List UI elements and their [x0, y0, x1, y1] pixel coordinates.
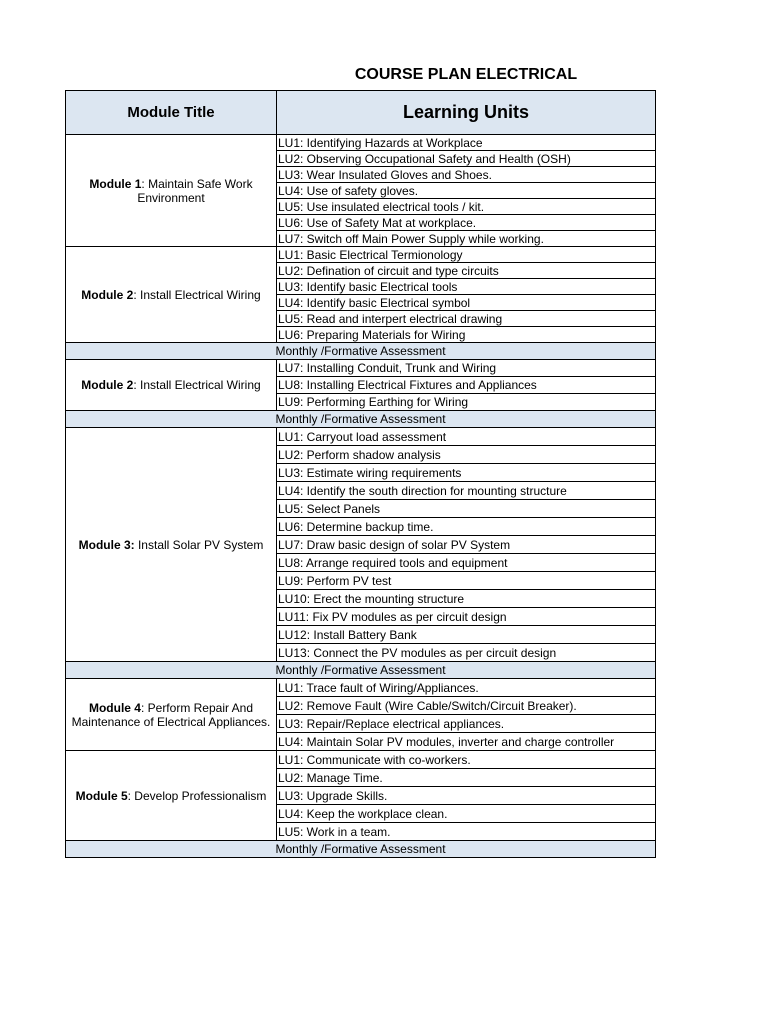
- learning-unit-cell: LU3: Upgrade Skills.: [277, 787, 656, 805]
- learning-unit-cell: LU6: Use of Safety Mat at workplace.: [277, 215, 656, 231]
- learning-unit-cell: LU5: Use insulated electrical tools / kit.: [277, 199, 656, 215]
- module-title-header: Module Title: [66, 91, 277, 135]
- learning-unit-cell: LU12: Install Battery Bank: [277, 626, 656, 644]
- learning-units-header: Learning Units: [277, 91, 656, 135]
- assessment-cell: Monthly /Formative Assessment: [66, 343, 656, 360]
- learning-unit-cell: LU9: Performing Earthing for Wiring: [277, 394, 656, 411]
- page-title: COURSE PLAN ELECTRICAL: [354, 66, 578, 83]
- module-number: Module 5: [75, 788, 128, 803]
- learning-unit-cell: LU2: Remove Fault (Wire Cable/Switch/Circuit Breaker).: [277, 697, 656, 715]
- module-cell: [66, 679, 277, 751]
- table-row: [66, 360, 656, 377]
- learning-unit-cell: LU4: Maintain Solar PV modules, inverter and charge controller: [277, 733, 656, 751]
- table-row: [66, 247, 656, 263]
- module-name: : Install Electrical Wiring: [133, 378, 261, 392]
- module-name: : Install Electrical Wiring: [133, 287, 261, 302]
- learning-unit-cell: LU3: Estimate wiring requirements: [277, 464, 656, 482]
- learning-unit-cell: LU5: Select Panels: [277, 500, 656, 518]
- learning-unit-cell: LU7: Draw basic design of solar PV System: [277, 536, 656, 554]
- learning-unit-cell: LU7: Switch off Main Power Supply while working.: [277, 231, 656, 247]
- module-name: : Maintain Safe Work Environment: [137, 176, 253, 205]
- learning-unit-cell: LU1: Carryout load assessment: [277, 428, 656, 446]
- module-cell: [66, 360, 277, 411]
- assessment-cell: Monthly /Formative Assessment: [66, 841, 656, 858]
- table-row: [66, 751, 656, 769]
- learning-unit-cell: LU4: Use of safety gloves.: [277, 183, 656, 199]
- assessment-cell: Monthly /Formative Assessment: [66, 662, 656, 679]
- learning-unit-cell: LU8: Installing Electrical Fixtures and Appliances: [277, 377, 656, 394]
- assessment-row: [66, 662, 656, 679]
- module-cell: [66, 135, 277, 247]
- assessment-row: [66, 411, 656, 428]
- learning-unit-cell: LU3: Identify basic Electrical tools: [277, 279, 656, 295]
- module-number: Module 3:: [78, 537, 135, 552]
- learning-unit-cell: LU5: Work in a team.: [277, 823, 656, 841]
- learning-unit-cell: LU3: Repair/Replace electrical appliances.: [277, 715, 656, 733]
- learning-unit-cell: LU10: Erect the mounting structure: [277, 590, 656, 608]
- table-row: [66, 679, 656, 697]
- course-plan-table: [65, 90, 656, 858]
- learning-unit-cell: LU4: Identify the south direction for mounting structure: [277, 482, 656, 500]
- learning-unit-cell: LU1: Basic Electrical Termionology: [277, 247, 656, 263]
- learning-unit-cell: LU1: Identifying Hazards at Workplace: [277, 135, 656, 151]
- learning-unit-cell: LU6: Preparing Materials for Wiring: [277, 327, 656, 343]
- module-cell: [66, 751, 277, 841]
- table-row: [66, 135, 656, 151]
- module-cell: [66, 428, 277, 662]
- learning-unit-cell: LU4: Keep the workplace clean.: [277, 805, 656, 823]
- learning-unit-cell: LU3: Wear Insulated Gloves and Shoes.: [277, 167, 656, 183]
- module-number: Module 2: [81, 378, 134, 392]
- learning-unit-cell: LU2: Observing Occupational Safety and Health (OSH): [277, 151, 656, 167]
- table-row: [66, 428, 656, 446]
- assessment-row: [66, 343, 656, 360]
- learning-unit-cell: LU4: Identify basic Electrical symbol: [277, 295, 656, 311]
- module-number: Module 2: [81, 287, 134, 302]
- learning-unit-cell: LU9: Perform PV test: [277, 572, 656, 590]
- module-number: Module 4: [88, 700, 141, 715]
- learning-unit-cell: LU7: Installing Conduit, Trunk and Wiring: [277, 360, 656, 377]
- module-name: Install Solar PV System: [134, 537, 264, 552]
- learning-unit-cell: LU13: Connect the PV modules as per circuit design: [277, 644, 656, 662]
- module-cell: [66, 247, 277, 343]
- module-name: : Develop Professionalism: [127, 788, 267, 803]
- learning-unit-cell: LU2: Defination of circuit and type circuits: [277, 263, 656, 279]
- header-row: [66, 91, 656, 135]
- plan-body: [66, 135, 656, 858]
- learning-unit-cell: LU8: Arrange required tools and equipment: [277, 554, 656, 572]
- learning-unit-cell: LU2: Perform shadow analysis: [277, 446, 656, 464]
- learning-unit-cell: LU2: Manage Time.: [277, 769, 656, 787]
- learning-unit-cell: LU1: Communicate with co-workers.: [277, 751, 656, 769]
- learning-unit-cell: LU11: Fix PV modules as per circuit design: [277, 608, 656, 626]
- module-number: Module 1: [89, 176, 142, 191]
- learning-unit-cell: LU6: Determine backup time.: [277, 518, 656, 536]
- learning-unit-cell: LU5: Read and interpert electrical drawing: [277, 311, 656, 327]
- assessment-cell: Monthly /Formative Assessment: [66, 411, 656, 428]
- assessment-row: [66, 841, 656, 858]
- learning-unit-cell: LU1: Trace fault of Wiring/Appliances.: [277, 679, 656, 697]
- module-name: : Perform Repair And Maintenance of Electrical Appliances.: [71, 700, 271, 729]
